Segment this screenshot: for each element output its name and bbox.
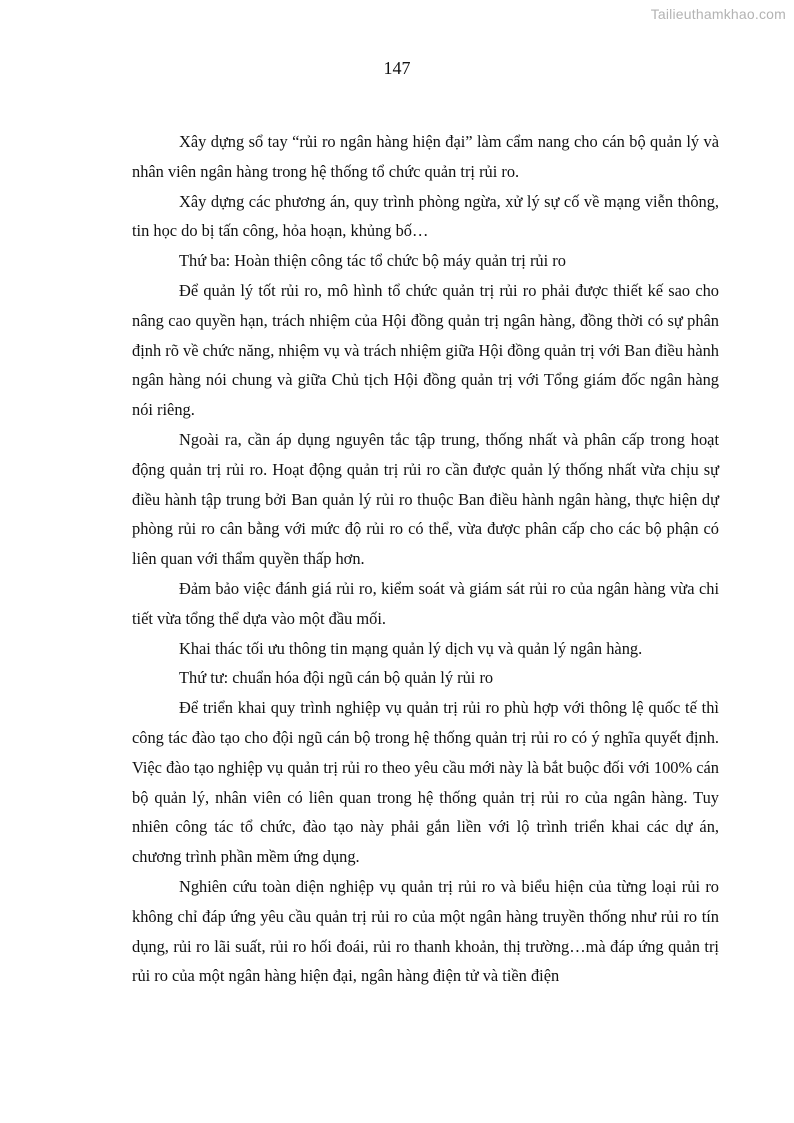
- watermark: Tailieuthamkhao.com: [650, 6, 786, 22]
- paragraph: Khai thác tối ưu thông tin mạng quản lý dịch vụ và quản lý ngân hàng.: [179, 638, 643, 658]
- paragraph: Nghiên cứu toàn diện nghiệp vụ quản trị rủi ro và biểu hiện của từng loại rủi ro không chỉ đáp ứng yêu cầu quản trị rủi ro của một ngân hàng truyền thống như rủi ro tín dụng, rủi ro lãi suất, rủi ro hối đoái, rủi ro thanh khoản, thị trường…mà đáp ứng quản trị rủi ro của một ngân hàng hiện đại, ngân hàng điện tử và tiền điện: [132, 876, 719, 986]
- paragraph: Xây dựng các phương án, quy trình phòng ngừa, xử lý sự cố về mạng viễn thông, tin học do bị tấn công, hỏa hoạn, khủng bố…: [132, 191, 719, 241]
- paragraph: Để quản lý tốt rủi ro, mô hình tổ chức quản trị rủi ro phải được thiết kế sao cho nâng cao quyền hạn, trách nhiệm của Hội đồng quản trị ngân hàng, đồng thời có sự phân định rõ về chức năng, nhiệm vụ và trách nhiệm giữa Hội đồng quản trị với Ban điều hành ngân hàng nói chung và giữa Chủ tịch Hội đồng quản trị với Tổng giám đốc ngân hàng nói riêng.: [132, 280, 719, 420]
- paragraph: Đảm bảo việc đánh giá rủi ro, kiểm soát và giám sát rủi ro của ngân hàng vừa chi tiết vừa tổng thể dựa vào một đầu mối.: [132, 578, 719, 628]
- paragraph: Để triển khai quy trình nghiệp vụ quản trị rủi ro phù hợp với thông lệ quốc tế thì công tác đào tạo cho đội ngũ cán bộ trong hệ thống quản trị rủi ro có ý nghĩa quyết định. Việc đào tạo nghiệp vụ quản trị rủi ro theo yêu cầu mới này là bắt buộc đối với 100% cán bộ quản lý, nhân viên có liên quan trong hệ thống quản trị rủi ro của ngân hàng. Tuy nhiên công tác tổ chức, đào tạo này phải gắn liền với lộ trình triển khai các dự án, chương trình phần mềm ứng dụng.: [132, 698, 719, 867]
- section-heading: Thứ ba: Hoàn thiện công tác tổ chức bộ máy quản trị rủi ro: [179, 251, 566, 271]
- page-number: 147: [383, 58, 411, 78]
- paragraph: Xây dựng sổ tay “rủi ro ngân hàng hiện đại” làm cẩm nang cho cán bộ quản lý và nhân viên ngân hàng trong hệ thống tổ chức quản trị rủi ro.: [132, 132, 719, 181]
- paragraph: Ngoài ra, cần áp dụng nguyên tắc tập trung, thống nhất và phân cấp trong hoạt động quản trị rủi ro. Hoạt động quản trị rủi ro cần được quản lý thống nhất vừa chịu sự điều hành tập trung bởi Ban quản lý rủi ro thuộc Ban điều hành ngân hàng, thực hiện dự phòng rủi ro cân bằng với mức độ rủi ro có thể, vừa được phân cấp cho các bộ phận có liên quan với thẩm quyền thấp hơn.: [132, 429, 719, 569]
- document-body: [132, 127, 719, 991]
- section-heading: Thứ tư: chuẩn hóa đội ngũ cán bộ quản lý rủi ro: [179, 668, 494, 688]
